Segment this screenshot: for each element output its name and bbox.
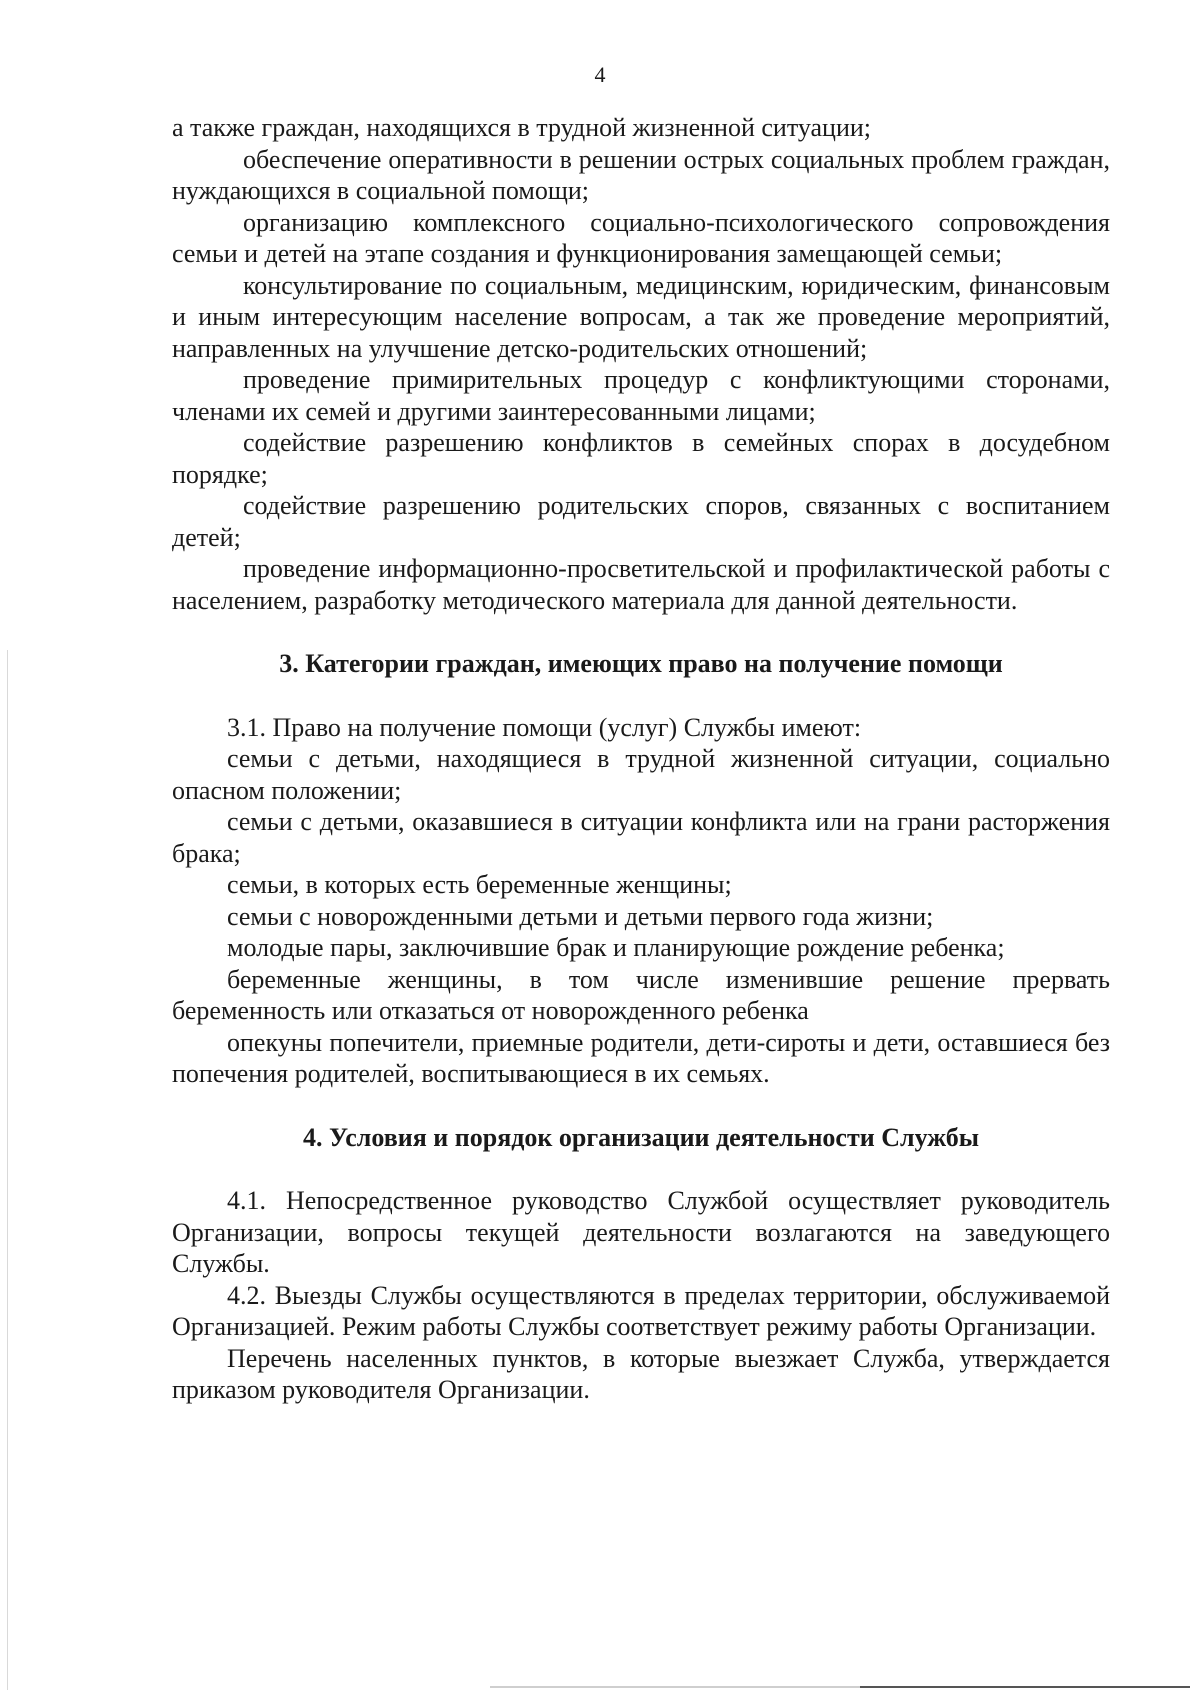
scan-margin-line [7, 650, 8, 1690]
intro-paragraph: организацию комплексного социально-психологического сопровождения семьи и детей на этапе создания и функционирования замещающей семьи; [172, 207, 1110, 268]
section-3-paragraph: семьи с детьми, находящиеся в трудной жизненной ситуации, социально опасном положении; [172, 744, 1110, 805]
section-3-paragraph: опекуны попечители, приемные родители, дети-сироты и дети, оставшиеся без попечения родителей, воспитывающиеся в их семьях. [172, 1027, 1110, 1088]
intro-paragraph: обеспечение оперативности в решении острых социальных проблем граждан, нуждающихся в социальной помощи; [172, 144, 1110, 205]
section-3-paragraph: семьи, в которых есть беременные женщины; [227, 870, 732, 899]
intro-paragraph: проведение примирительных процедур с конфликтующими сторонами, членами их семей и другими заинтересованными лицами; [172, 365, 1110, 426]
section-4 [172, 1122, 1110, 1406]
section-3-title: 3. Категории граждан, имеющих право на получение помощи [279, 649, 1003, 678]
scan-bottom-edge-dark [860, 1686, 1190, 1688]
section-4-paragraph: 4.2. Выезды Службы осуществляются в пределах территории, обслуживаемой Организацией. Режим работы Службы соответствует режиму работы Организации. [172, 1280, 1110, 1341]
section-4-paragraph: 4.1. Непосредственное руководство Службой осуществляет руководитель Организации, вопросы текущей деятельности возлагаются на заведующего Службы. [172, 1186, 1110, 1278]
section-3-paragraph: молодые пары, заключившие брак и планирующие рождение ребенка; [227, 933, 1005, 962]
intro-paragraph: проведение информационно-просветительской и профилактической работы с населением, разработку методического материала для данной деятельности. [172, 554, 1110, 615]
intro-paragraph: а также граждан, находящихся в трудной жизненной ситуации; [172, 113, 872, 142]
document-body [172, 112, 1110, 1406]
section-3-paragraph: семьи с новорожденными детьми и детьми первого года жизни; [227, 901, 934, 931]
intro-paragraph: консультирование по социальным, медицинским, юридическим, финансовым и иным интересующим население вопросам, а так же проведение мероприятий, направленных на улучшение детско-родительских отношений; [172, 270, 1110, 363]
intro-paragraph: содействие разрешению конфликтов в семейных спорах в досудебном порядке; [172, 428, 1110, 489]
section-4-paragraph: Перечень населенных пунктов, в которые выезжает Служба, утверждается приказом руководителя Организации. [172, 1343, 1110, 1404]
section-3-paragraph: 3.1. Право на получение помощи (услуг) Службы имеют: [227, 712, 862, 742]
section-4-title: 4. Условия и порядок организации деятельности Службы [302, 1122, 980, 1152]
page-number: 4 [594, 62, 606, 87]
intro-section [172, 112, 1110, 616]
section-3-paragraph: беременные женщины, в том числе изменившие решение прервать беременность или отказаться от новорожденного ребенка [172, 964, 1110, 1025]
section-3 [172, 648, 1110, 1090]
intro-paragraph: содействие разрешению родительских споров, связанных с воспитанием детей; [172, 491, 1110, 552]
section-3-paragraph: семьи с детьми, оказавшиеся в ситуации конфликта или на грани расторжения брака; [172, 807, 1110, 868]
